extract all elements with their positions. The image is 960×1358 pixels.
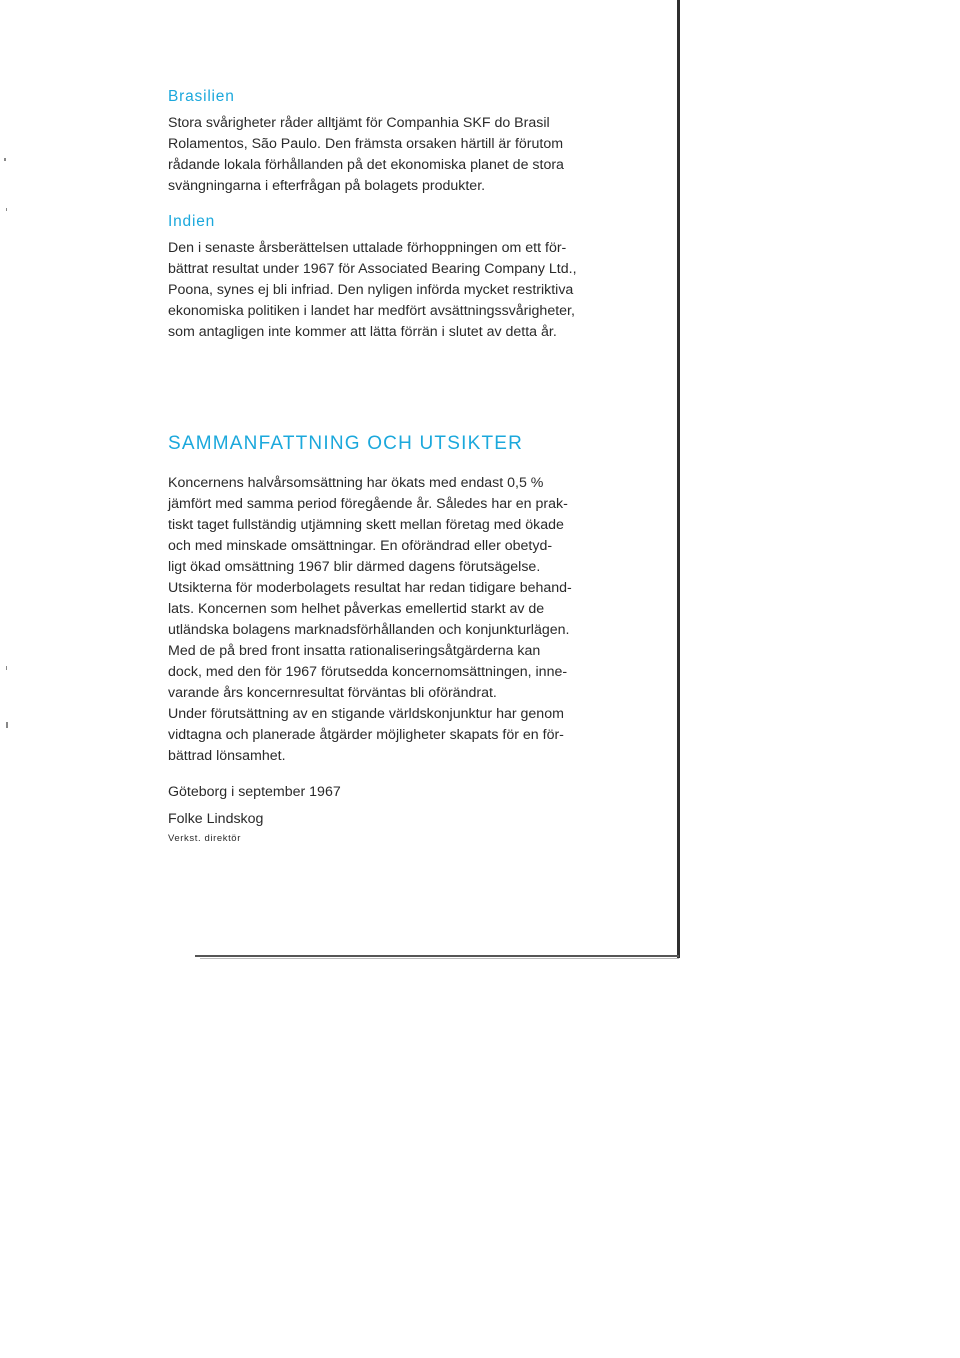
text-line: som antagligen inte kommer att lätta förrän i slutet av detta år.: [168, 324, 557, 340]
text-line: jämfört med samma period föregående år. Således har en prak-: [168, 496, 568, 512]
text-line: utländska bolagens marknadsförhållanden och konjunkturlägen.: [168, 622, 570, 638]
text-line: Med de på bred front insatta rationaliseringsåtgärderna kan: [168, 643, 541, 659]
text-line: lats. Koncernen som helhet påverkas emellertid starkt av de: [168, 601, 545, 617]
text-line: Stora svårigheter råder alltjämt för Companhia SKF do Brasil: [168, 115, 550, 131]
text-line: Den i senaste årsberättelsen uttalade förhoppningen om ett för-: [168, 240, 567, 256]
paragraph-summary: [168, 473, 623, 767]
text-line: ligt ökad omsättning 1967 blir därmed dagens förutsägelse.: [168, 559, 541, 575]
text-line: rådande lokala förhållanden på det ekonomiska planet de stora: [168, 157, 564, 173]
section-heading-indien: Indien: [168, 213, 216, 230]
text-line: Rolamentos, São Paulo. Den främsta orsaken härtill är förutom: [168, 136, 564, 152]
text-line: Under förutsättning av en stigande världskonjunktur har genom: [168, 706, 564, 722]
scan-mark: [6, 722, 8, 728]
text-line: Koncernens halvårsomsättning har ökats med endast 0,5 %: [168, 475, 544, 491]
section-heading-brasilien: Brasilien: [168, 88, 235, 105]
text-line: svängningarna i efterfrågan på bolagets produkter.: [168, 178, 486, 194]
place-date: Göteborg i september 1967: [168, 784, 341, 800]
text-line: bättrad lönsamhet.: [168, 748, 286, 764]
text-line: tiskt taget fullständig utjämning skett mellan företag med ökade: [168, 517, 564, 533]
signer-name: Folke Lindskog: [168, 811, 264, 827]
text-line: och med minskade omsättningar. En oförändrad eller obetyd-: [168, 538, 553, 554]
text-line: Poona, synes ej bli infriad. Den nyligen införda mycket restriktiva: [168, 282, 574, 298]
scan-mark: [6, 208, 7, 211]
page-edge-bottom: [195, 955, 679, 957]
section-heading-summary: SAMMANFATTNING OCH UTSIKTER: [168, 433, 524, 454]
scan-mark: [6, 666, 7, 670]
page-edge-right: [677, 0, 680, 958]
text-line: dock, med den för 1967 förutsedda koncernomsättningen, inne-: [168, 664, 568, 680]
scan-mark: [4, 158, 6, 161]
paragraph-indien: [168, 238, 623, 343]
signer-title: Verkst. direktör: [168, 833, 241, 844]
text-line: vidtagna och planerade åtgärder möjligheter skapats för en för-: [168, 727, 564, 743]
text-line: varande års koncernresultat förväntas bli oförändrat.: [168, 685, 497, 701]
text-line: ekonomiska politiken i landet har medfört avsättningssvårigheter,: [168, 303, 575, 319]
paragraph-brasilien: [168, 113, 623, 197]
text-line: Utsikterna för moderbolagets resultat har redan tidigare behand-: [168, 580, 572, 596]
text-line: bättrat resultat under 1967 för Associated Bearing Company Ltd.,: [168, 261, 577, 277]
page-edge-bottom-shadow: [200, 958, 679, 959]
